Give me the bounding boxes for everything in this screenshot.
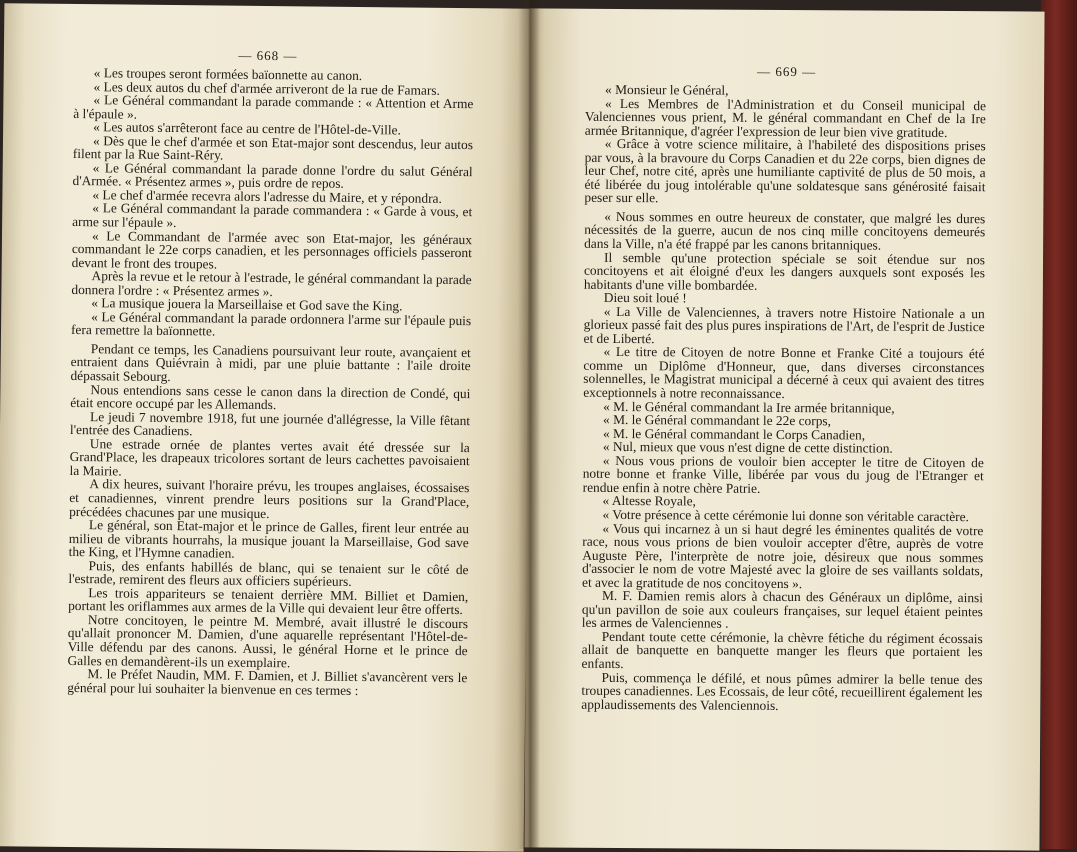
book-cover-edge — [1041, 0, 1077, 849]
paragraph: « Le Général commandant la parade commande : « Attention et Arme à l'épaule ». — [73, 92, 474, 122]
paragraph: M. F. Damien remis alors à chacun des Généraux un diplôme, ainsi qu'un pavillon de soie aux couleurs françaises, sur lequel étaient peintes les armes de Valenciennes . — [581, 588, 984, 631]
paragraph: Le jeudi 7 novembre 1918, fut une journée d'allégresse, la Ville fêtant l'entrée des Canadiens. — [69, 408, 471, 439]
paragraph: Les trois appariteurs se tenaient derrière MM. Billiet et Damien, portant les oriflammes aux armes de la Ville qui devaient leur être offerts. — [68, 584, 469, 618]
paragraph: « Vous qui incarnez à un si haut degré les éminentes qualités de votre race, nous vous prions de bien vouloir accepter d'être, auprès de votre Auguste Père, l'interprète de notre joie, désireux que nous sommes d'associer le nom de votre Majesté avec la gloire de ses vaillants soldats, et avec la gratitude de nos concitoyens ». — [582, 520, 984, 591]
paragraph: « Nul, mieux que vous n'est digne de cette distinction. — [602, 439, 893, 456]
paragraph: « Nous sommes en outre heureux de constater, que malgré les dures nécessités de la guerre, aucun de nos cinq mille concitoyens demeurés dans la Ville, n'a été frappé par les canons britanniques. — [584, 208, 986, 253]
paragraph: Nous entendions sans cesse le canon dans la direction de Condé, qui était encore occupé par les Allemands. — [70, 381, 471, 413]
right-page-text — [525, 82, 1044, 713]
paragraph: Puis, des enfants habillés de blanc, qui se tenaient sur le côté de l'estrade, remirent des fleurs aux officiers supérieurs. — [68, 557, 469, 590]
paragraph: « Les autos s'arrêteront face au centre de l'Hôtel-de-Ville. — [93, 119, 401, 138]
left-page-number: — 668 — — [238, 47, 298, 64]
paragraph: « Monsieur le Général, — [605, 81, 729, 98]
paragraph: « Le Général commandant la parade ordonnera l'arme sur l'épaule puis fera remettre la baïonnette. — [70, 309, 472, 339]
paragraph: « M. le Général commandant le 22e corps, — [603, 412, 832, 429]
paragraph: Puis, commença le défilé, et nous pûmes admirer la belle tenue des troupes canadiennes. Les Ecossais, de leur côté, recueillirent également les applaudissements des Valenciennois. — [581, 669, 983, 713]
paragraph: « Dès que le chef d'armée et son Etat-major sont descendus, leur autos filent par la Rue Saint-Réry. — [72, 132, 474, 163]
paragraph: « Le Général commandant la parade donne l'ordre du salut Général d'Armée. « Présentez armes », puis ordre de repos. — [72, 160, 473, 192]
paragraph: M. le Préfet Naudin, MM. F. Damien, et J. Billiet s'avancèrent vers le général pour lui souhaiter la bienvenue en ces termes : — [67, 666, 468, 698]
paragraph: Notre concitoyen, le peintre M. Membré, avait illustré le discours qu'allait prononcer M. Damien, d'une aquarelle représentant l'Hôtel-de-Ville défendu par des canons. Aussi, le général Horne et le prince de Galles en demandèrent-ils un exemplaire. — [67, 612, 469, 670]
paragraph: Pendant toute cette cérémonie, la chèvre fétiche du régiment écossais allait de banquette en banquette manger les fleurs que portaient les enfants. — [581, 628, 983, 671]
paragraph: « Grâce à votre science militaire, à l'habileté des dispositions prises par vous, à la bravoure du Corps Canadien et du 22e corps, bien dignes de leur Chef, notre cité, après une humiliante captivité de plus de 50 mois, a été libérée du joug intolérable qu'une soldatesque sans générosité faisait peser sur elle. — [584, 136, 986, 206]
paragraph: Dieu soit loué ! — [603, 290, 687, 306]
paragraph: Il semble qu'une protection spéciale se soit étendue sur nos concitoyens et ait éloigné d'eux les dangers auxquels sont exposés les habitants d'une ville bombardée. — [583, 249, 986, 293]
left-page — [0, 3, 532, 851]
paragraph: « Les Membres de l'Administration et du Conseil municipal de Valenciennes vous prient, M. le général commandant en Chef de la Ire armée Britannique, d'agréer l'expression de leur bien vive gratitude. — [584, 95, 987, 140]
paragraph: Après la revue et le retour à l'estrade, le général commandant la parade donnera l'ordre : « Présentez armes ». — [71, 268, 472, 299]
paragraph: « Le Commandant de l'armée avec son Etat-major, les généraux commandant le 22e corps canadien, et les personnages officiels passeront devant le front des troupes. — [71, 227, 473, 272]
paragraph: « Le titre de Citoyen de notre Bonne et Franke Cité a toujours été comme un Diplôme d'Honneur, que, dans diverses circonstances solennelles, le Magistrat municipal a décerné à ceux qui avaient des titres exceptionnels à notre reconnaissance. — [583, 344, 985, 402]
paragraph: « La Ville de Valenciennes, à travers notre Histoire Nationale a un glorieux passé fait des plus pures inspirations de l'Art, de l'esprit de Justice et de Liberté. — [583, 303, 985, 347]
paragraph: Le général, son Etat-major et le prince de Galles, firent leur entrée au milieu de vibrants hourrahs, la musique jouant la Marseillaise, God save the King, et l'Hymne canadien. — [68, 517, 470, 561]
paragraph: « La musique jouera la Marseillaise et God save the King. — [91, 295, 403, 314]
paragraph: A dix heures, suivant l'horaire prévu, les troupes anglaises, écossaises et canadiennes, vinrent prendre leurs positions sur la Grand'Place, précédées chacunes par une musique. — [69, 476, 470, 521]
right-page — [524, 8, 1044, 850]
paragraph: « M. le Général commandant le Corps Canadien, — [602, 425, 866, 443]
right-page-number: — 669 — — [757, 63, 817, 80]
paragraph: « Nous vous prions de vouloir bien accepter le titre de Citoyen de notre bonne et franke Ville, libérée par vous du joug de l'Etranger et rendue enfin à notre chère Patrie. — [582, 452, 984, 496]
paragraph: « Le chef d'armée recevra alors l'adresse du Maire, et y répondra. — [92, 187, 442, 206]
paragraph: « Le Général commandant la parade commandera : « Garde à vous, et arme sur l'épaule ». — [72, 200, 473, 231]
left-page-text — [0, 65, 532, 699]
paragraph: « Altesse Royale, — [602, 493, 696, 509]
paragraph: « Les deux autos du chef d'armée arriveront de la rue de Famars. — [93, 78, 440, 98]
paragraph: « Les troupes seront formées baïonnette au canon. — [93, 65, 363, 84]
paragraph: Pendant ce temps, les Canadiens poursuivant leur route, avançaient et entraient dans Quiévrain à midi, par une pluie battante : l'aile droite dépassait Sebourg. — [70, 341, 471, 385]
paragraph: « M. le Général commandant la Ire armée britannique, — [603, 398, 895, 416]
paragraph: « Votre présence à cette cérémonie lui donne son véritable caractère. — [602, 506, 969, 525]
paragraph: Une estrade ornée de plantes vertes avait été dressée sur la Grand'Place, les drapeaux tricolores sortant de leurs cachettes pavoisaient la Mairie. — [69, 435, 470, 479]
